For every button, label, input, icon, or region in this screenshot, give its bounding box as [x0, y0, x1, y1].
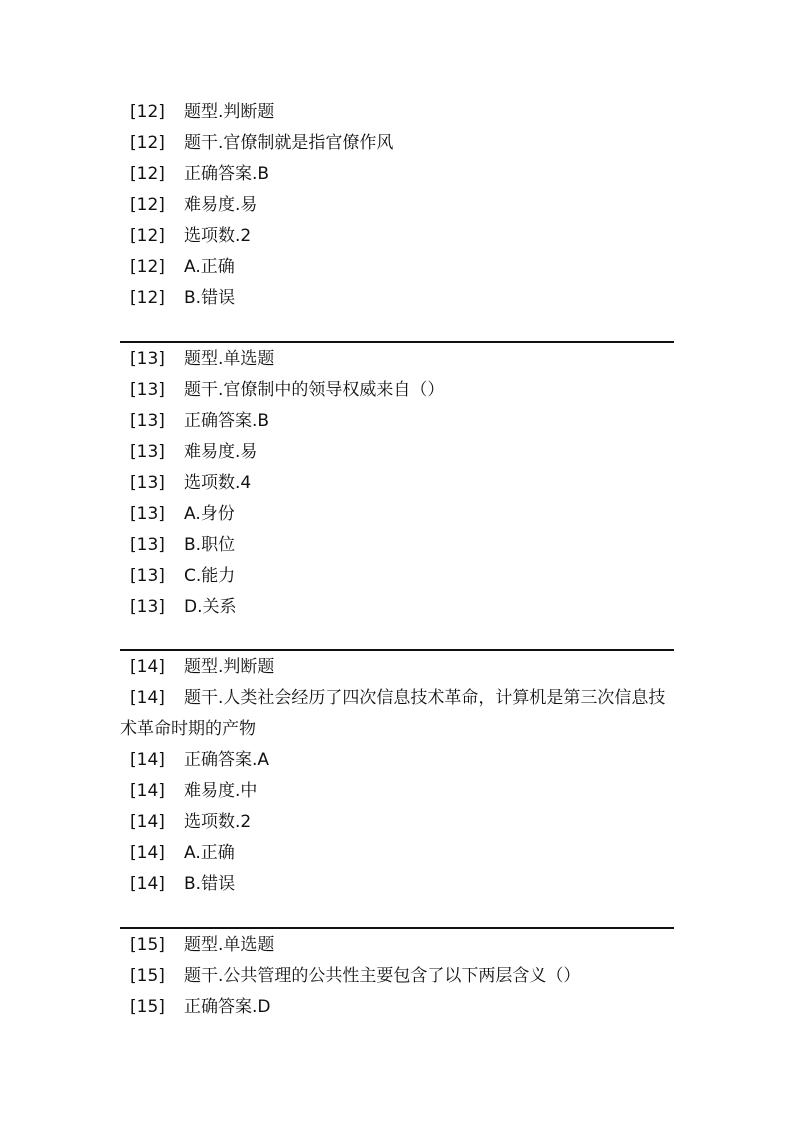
option-b: B.错误	[184, 288, 236, 308]
section-divider	[120, 649, 674, 651]
option-a: A.正确	[184, 843, 235, 863]
correct-answer: 正确答案.B	[184, 411, 270, 431]
question-number: [13]	[130, 597, 165, 617]
question-number: [14]	[130, 657, 165, 677]
question-number: [14]	[130, 843, 165, 863]
question-14	[120, 652, 674, 900]
question-number: [12]	[130, 257, 165, 277]
option-line	[120, 561, 674, 592]
option-count: 选项数.2	[184, 226, 252, 246]
answer-line	[120, 406, 674, 437]
answer-line	[120, 992, 674, 1023]
option-count-line	[120, 807, 674, 838]
question-number: [12]	[130, 102, 165, 122]
option-a: A.身份	[184, 504, 235, 524]
option-count: 选项数.4	[184, 473, 252, 493]
question-number: [15]	[130, 935, 165, 955]
question-type: 题型.判断题	[184, 657, 275, 677]
question-stem-line	[120, 683, 674, 745]
option-line	[120, 283, 674, 314]
question-number: [13]	[130, 411, 165, 431]
option-line	[120, 252, 674, 283]
question-number: [13]	[130, 566, 165, 586]
question-stem: 题干.公共管理的公共性主要包含了以下两层含义（）	[184, 966, 581, 986]
question-type-line	[120, 652, 674, 683]
question-number: [14]	[130, 781, 165, 801]
question-type: 题型.单选题	[184, 935, 275, 955]
difficulty-line	[120, 776, 674, 807]
question-number: [13]	[130, 349, 165, 369]
option-count-line	[120, 468, 674, 499]
difficulty-line	[120, 437, 674, 468]
answer-line	[120, 159, 674, 190]
question-number: [12]	[130, 195, 165, 215]
question-stem: 题干.官僚制中的领导权威来自（）	[184, 380, 445, 400]
question-type-line	[120, 344, 674, 375]
option-c: C.能力	[184, 566, 236, 586]
question-number: [13]	[130, 380, 165, 400]
question-number: [13]	[130, 442, 165, 462]
difficulty: 难易度.易	[184, 442, 258, 462]
option-a: A.正确	[184, 257, 235, 277]
question-number: [15]	[130, 997, 165, 1017]
question-number: [13]	[130, 535, 165, 555]
option-line	[120, 592, 674, 623]
question-number: [12]	[130, 133, 165, 153]
question-stem-line	[120, 961, 674, 992]
question-type-line	[120, 97, 674, 128]
question-number: [12]	[130, 288, 165, 308]
correct-answer: 正确答案.A	[184, 750, 270, 770]
question-number: [14]	[130, 812, 165, 832]
question-12	[120, 97, 674, 314]
option-line	[120, 530, 674, 561]
question-number: [14]	[130, 750, 165, 770]
answer-line	[120, 745, 674, 776]
option-b: B.错误	[184, 874, 236, 894]
option-count-line	[120, 221, 674, 252]
correct-answer: 正确答案.B	[184, 164, 270, 184]
question-13	[120, 344, 674, 623]
section-divider	[120, 341, 674, 343]
section-divider	[120, 927, 674, 929]
question-stem-line	[120, 128, 674, 159]
option-count: 选项数.2	[184, 812, 252, 832]
difficulty-line	[120, 190, 674, 221]
difficulty: 难易度.易	[184, 195, 258, 215]
question-number: [14]	[130, 688, 165, 708]
question-number: [13]	[130, 504, 165, 524]
difficulty: 难易度.中	[184, 781, 258, 801]
question-number: [15]	[130, 966, 165, 986]
option-d: D.关系	[184, 597, 237, 617]
question-number: [12]	[130, 226, 165, 246]
question-type: 题型.判断题	[184, 102, 275, 122]
option-b: B.职位	[184, 535, 236, 555]
option-line	[120, 869, 674, 900]
question-number: [13]	[130, 473, 165, 493]
option-line	[120, 838, 674, 869]
question-number: [12]	[130, 164, 165, 184]
question-stem-line	[120, 375, 674, 406]
question-type: 题型.单选题	[184, 349, 275, 369]
question-stem: 题干.官僚制就是指官僚作风	[184, 133, 394, 153]
question-15	[120, 930, 674, 1023]
question-number: [14]	[130, 874, 165, 894]
question-stem: 题干.人类社会经历了四次信息技术革命，计算机是第三次信息技术革命时期的产物	[120, 688, 666, 739]
correct-answer: 正确答案.D	[184, 997, 271, 1017]
option-line	[120, 499, 674, 530]
question-type-line	[120, 930, 674, 961]
